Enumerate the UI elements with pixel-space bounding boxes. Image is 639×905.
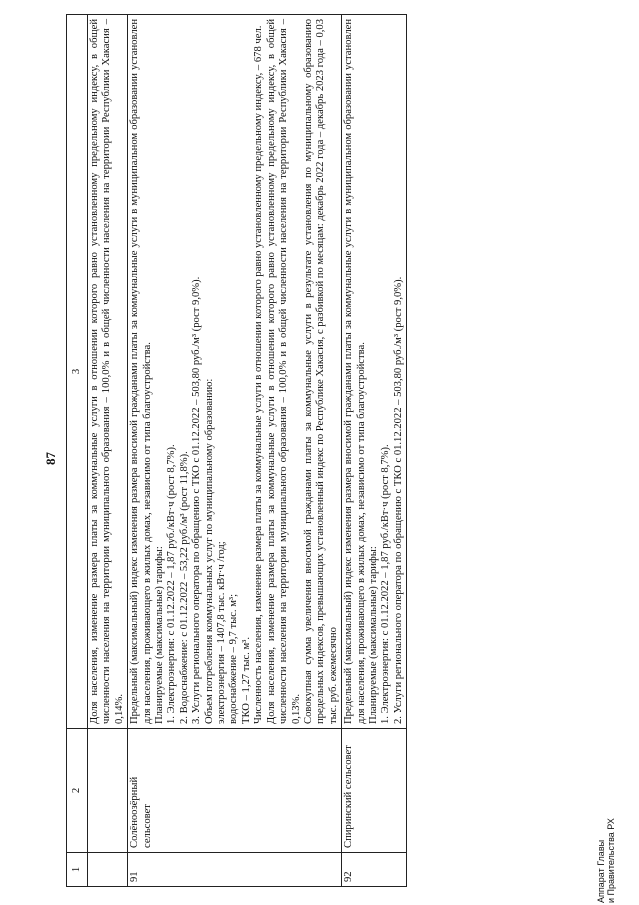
text-line: 1. Электроэнергия: с 01.12.2022 – 1,87 руб./кВт·ч (рост 8,7%). — [380, 444, 392, 724]
text-line: ТКО – 1,27 тыс. м³. — [240, 637, 252, 724]
footer-stamp — [596, 818, 616, 903]
text-line: Доля населения, изменение размера платы за коммунальные услуги в отношении которого равно установленному предельному индексу, в общей численности населения на территории муниципального образования – 100,0% и в общей численности населения на территории Республики Хакасия – 0,13%. — [265, 19, 302, 724]
text-line: Предельный (максимальный) индекс изменения размера вносимой гражданами платы за коммунальные услуги в муниципальном образовании установлен для населения, проживающего в жилых домах, независимо от типа благоустройства. — [343, 19, 367, 724]
row-description — [88, 15, 128, 729]
row-number — [88, 853, 128, 887]
footer-line-1: Аппарат Главы — [596, 839, 606, 903]
text-line: Совокупная сумма увеличения вносимой гражданами платы за коммунальные услуги в результате установления по муниципальному образованию предельных индексов, превышающих установленный индекс по Республике Хакасия, с разбивкой по месяцам: декабрь 2022 года – декабрь 2023 года – 0,03 тыс. руб. ежемесячно — [302, 19, 339, 724]
municipality-name: Спиринский сельсовет — [342, 729, 407, 853]
text-line: 3. Услуги регионального оператора по обращению с ТКО с 01.12.2022 – 503,80 руб./м³ (рост 9,0%). — [191, 276, 203, 724]
text-line: Численность населения, изменение размера платы за коммунальные услуги в отношении которого равно установленному предельному индексу, – 678 чел. — [253, 25, 265, 724]
text-line: электроэнергия – 1407,8 тыс. кВт·ч /год; — [216, 541, 228, 724]
table-row — [128, 15, 342, 887]
row-description — [128, 15, 342, 729]
header-col-1: 1 — [67, 853, 88, 887]
text-line: 2. Услуги регионального оператора по обращению с ТКО с 01.12.2022 – 503,80 руб./м³ (рост 9,0%). — [392, 276, 404, 724]
table-row — [88, 15, 128, 887]
row-number: 91 — [128, 853, 342, 887]
text-line: Объем потребления коммунальных услуг по муниципальному образованию: — [203, 378, 215, 724]
text-line: 2. Водоснабжение: с 01.12.2022 – 53,22 руб./м³ (рост 11,8%). — [178, 451, 190, 724]
row-number: 92 — [342, 853, 407, 887]
header-col-3: 3 — [67, 15, 88, 729]
text-line: Планируемые (максимальные) тарифы: — [367, 546, 379, 724]
table-header-row — [67, 15, 88, 887]
page-number: 87 — [43, 452, 58, 465]
text-line: водоснабжение – 9,7 тыс. м³; — [228, 593, 240, 724]
text-line: Предельный (максимальный) индекс изменения размера вносимой гражданами платы за коммунальные услуги в муниципальном образовании установлен для населения, проживающего в жилых домах, независимо от типа благоустройства. — [129, 19, 153, 724]
tariff-table — [66, 14, 407, 887]
table-row — [342, 15, 407, 887]
footer-line-2: и Правительства РХ — [606, 818, 616, 903]
header-col-2: 2 — [67, 729, 88, 853]
municipality-name: Солёноозёрный сельсовет — [128, 729, 342, 853]
text-line: 1. Электроэнергия: с 01.12.2022 – 1,87 руб./кВт·ч (рост 8,7%). — [166, 444, 178, 724]
text-line: Доля населения, изменение размера платы за коммунальные услуги в отношении которого равно установленному предельному индексу, в общей численности населения на территории муниципального образования – 100,0% и в общей численности населения на территории Республики Хакасия – 0,14%. — [89, 19, 125, 724]
row-description — [342, 15, 407, 729]
municipality-name — [88, 729, 128, 853]
text-line: Планируемые (максимальные) тарифы: — [154, 546, 166, 724]
